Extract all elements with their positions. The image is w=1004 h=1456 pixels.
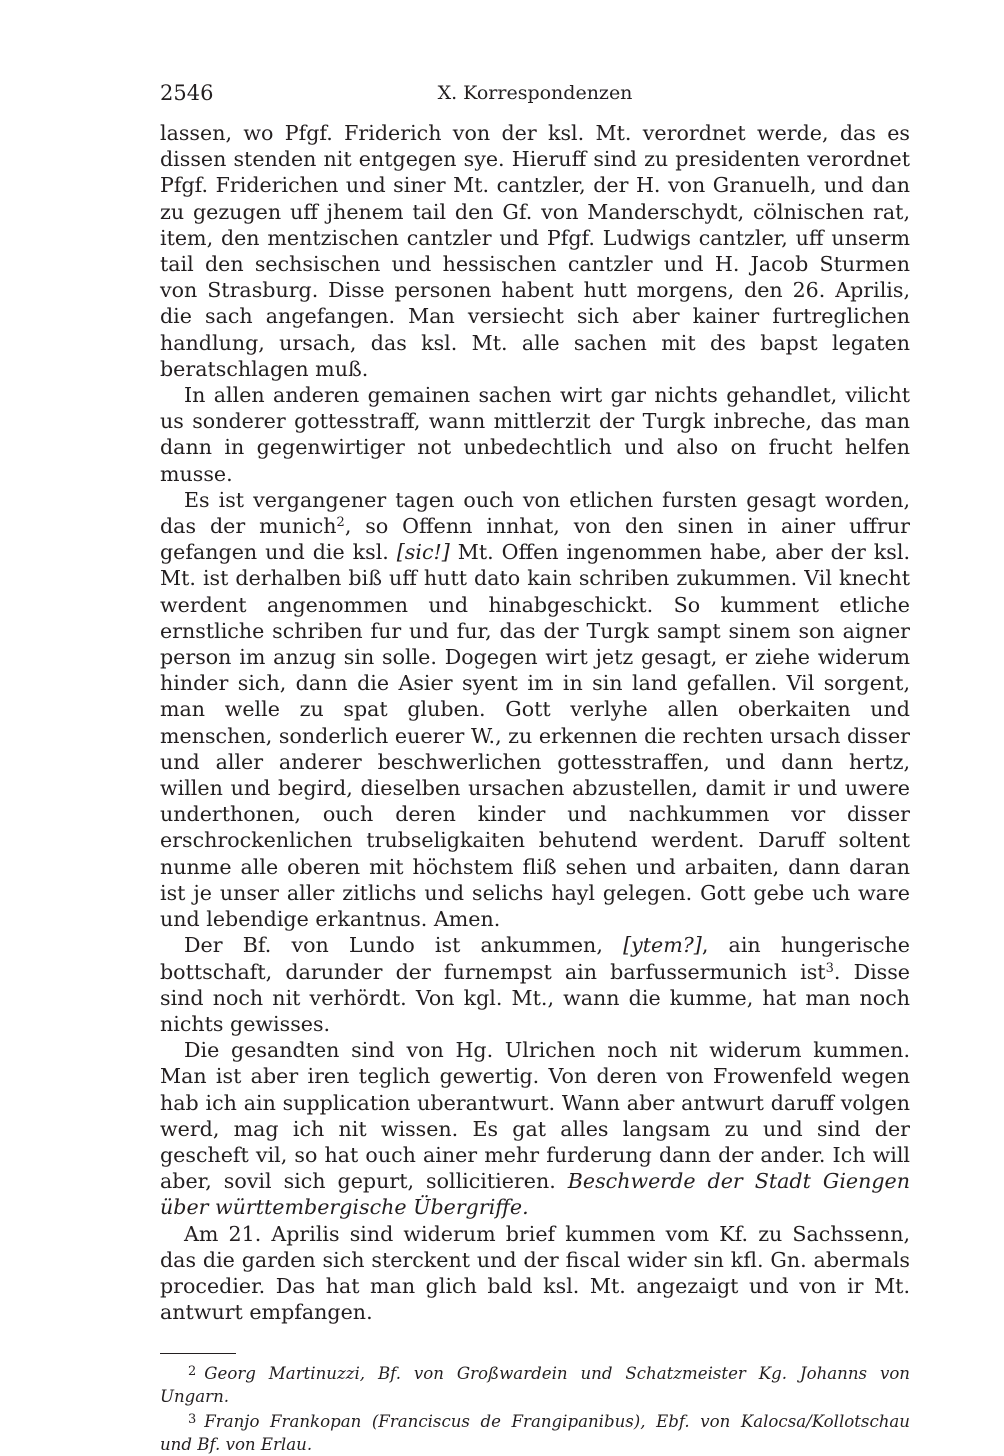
paragraph-3-text-b: , so Offenn innhat, von den sinen in ainer uffrur gefangen und die ksl. bbox=[160, 514, 910, 565]
footnote-2-number: 2 bbox=[188, 1364, 197, 1380]
footnote-ref-3[interactable]: 3 bbox=[825, 960, 834, 976]
paragraph-4-text-c: . Disse sind noch nit verhördt. Von kgl. Mt., wann die kumme, hat man noch nichts gewisses. bbox=[160, 959, 910, 1036]
paragraph-4-text-b: , ain hungerische bottschaft, darunder der furnempst ain barfussermunich ist bbox=[160, 933, 910, 984]
paragraph-3-text-a: Es ist vergangener tagen ouch von etlichen fursten gesagt worden, das der munich bbox=[160, 487, 910, 539]
footnote-divider bbox=[160, 1353, 236, 1354]
paragraph-2: In allen anderen gemainen sachen wirt gar nichts gehandlet, vilicht us sonderer gottesstraff, wann mittlerzit der Turgk inbreche, das man dann in gegenwirtiger not unbedechtlich und also on frucht helfen musse. bbox=[160, 383, 910, 486]
editorial-ytem: [ytem?] bbox=[623, 933, 702, 958]
footnotes bbox=[160, 1360, 910, 1456]
paragraph-3 bbox=[160, 487, 910, 932]
running-header bbox=[160, 78, 910, 108]
paragraph-5-text: Die gesandten sind von Hg. Ulrichen noch nit widerum kummen. Man ist aber iren teglich gewertig. Von deren von Frowenfeld wegen hab ich ain supplication uberantwurt. Wann aber antwurt daruff volgen werd, mag ich nit wissen. Es gat alles langsam zu und sind der gescheft vil, so hat ouch ainer mehr furderung dann der ander. Ich will aber, sovil sich gepurt, sollicitieren. bbox=[160, 1038, 910, 1194]
paragraph-6: Am 21. Aprilis sind widerum brief kummen vom Kf. zu Sachssenn, das die garden sich sterckent und der fiscal wider sin kfl. Gn. abermals procedier. Das hat man glich bald ksl. Mt. angezaigt und von ir Mt. antwurt empfangen. bbox=[160, 1221, 910, 1325]
footnote-ref-2[interactable]: 2 bbox=[336, 515, 345, 531]
paragraph-4 bbox=[160, 932, 910, 1037]
editorial-sic: [sic!] bbox=[396, 540, 450, 565]
paragraph-3-text-c: Mt. Offen ingenommen habe, aber der ksl. Mt. ist derhalben biß uff hutt dato kain schriben zukummen. Vil knecht werdent angenommen und hinabgeschickt. So kumment etliche ernstliche schriben fur und fur, das der Turgk sampt sinem son aigner person im anzug sin solle. Dogegen wirt jetz gesagt, er ziehe widerum hinder sich, dann die Asier syent im in sin land gefallen. Vil sorgent, man welle zu spat gluben. Gott verlyhe allen oberkaiten und menschen, sonderlich euerer W., zu erkennen die rechten ursach disser und aller anderer beschwerlichen gottesstraffen, und dann hertz, willen und begird, dieselben ursachen abzustellen, damit ir und uwere underthonen, ouch deren kinder und nachkummen vor disser erschrockenlichen trubseligkaiten behutend werdent. Daruff soltent nunme alle oberen mit höchstem fliß sehen und arbaiten, dann daran ist je unser aller zitlichs und selichs hayl gelegen. Gott gebe uch ware und lebendige erkantnus. Amen. bbox=[160, 540, 910, 932]
paragraph-4-text-a: Der Bf. von Lundo ist ankummen, bbox=[184, 933, 624, 958]
paragraph-1: lassen, wo Pfgf. Friderich von der ksl. Mt. verordnet werde, das es dissen stenden nit entgegen sye. Hieruff sind zu presidenten verordnet Pfgf. Friderichen und siner Mt. cantzler, der H. von Granuelh, und dan zu gezugen uff jhenem tail den Gf. von Manderschydt, cölnischen rat, item, den mentzischen cantzler und Pfgf. Ludwigs cantzler, uff unserm tail den sechsischen und hessischen cantzler und H. Jacob Sturmen von Strasburg. Disse personen habent hutt morgens, den 26. Aprilis, die sach angefangen. Man versiecht sich aber kainer furtreglichen handlung, ursach, das ksl. Mt. alle sachen mit des bapst legaten beratschlagen muß. bbox=[160, 121, 910, 381]
paragraph-5 bbox=[160, 1037, 910, 1220]
page-number: 2546 bbox=[160, 81, 214, 105]
footnote-2 bbox=[160, 1360, 910, 1408]
footnote-3-number: 3 bbox=[188, 1412, 197, 1428]
footnote-3 bbox=[160, 1408, 910, 1456]
section-title: X. Korrespondenzen bbox=[437, 82, 633, 104]
footnote-3-text: Franjo Frankopan (Franciscus de Frangipanibus), Ebf. von Kalocsa/Kollotschau und Bf. von Erlau. bbox=[160, 1412, 910, 1455]
body-text bbox=[160, 120, 910, 1325]
document-page bbox=[160, 78, 910, 1456]
footnote-2-text: Georg Martinuzzi, Bf. von Großwardein und Schatzmeister Kg. Johanns von Ungarn. bbox=[160, 1364, 910, 1407]
editorial-summary: Beschwerde der Stadt Giengen über württembergische Übergriffe. bbox=[160, 1169, 911, 1220]
